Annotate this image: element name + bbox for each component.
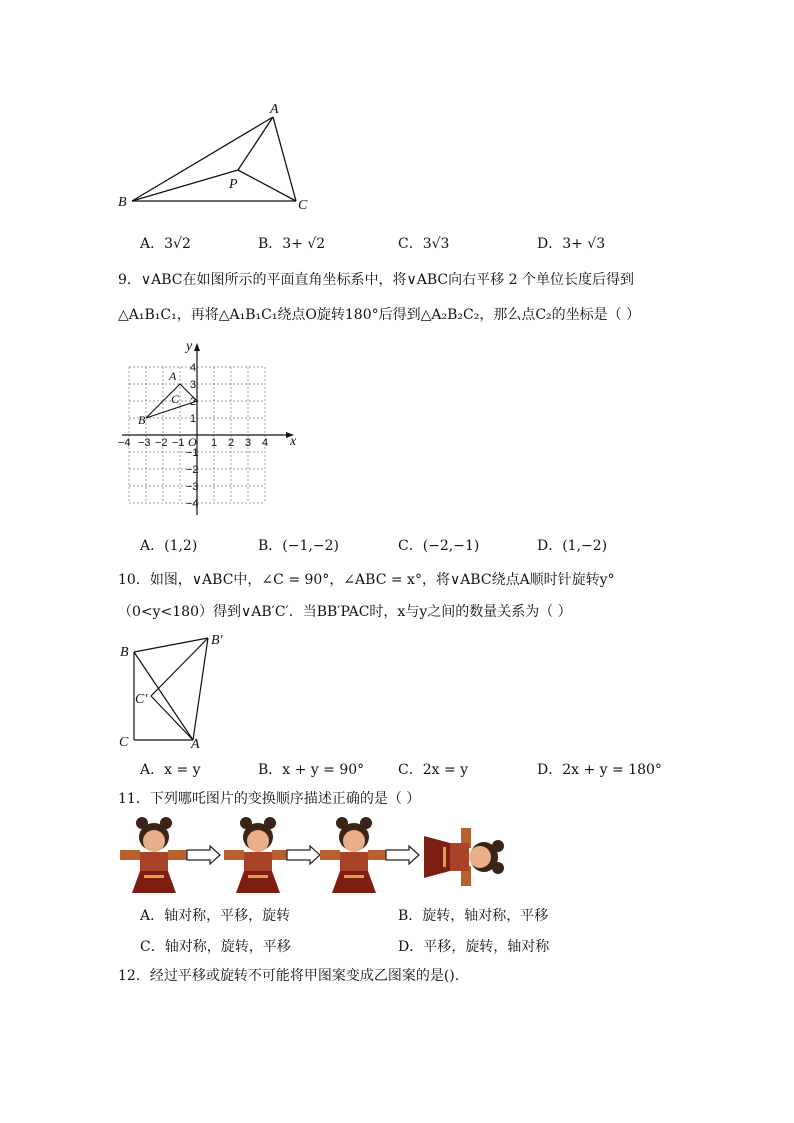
q9-option-a[interactable]: A．(1,2) [140,538,198,554]
q9-text-line1: 9．∨ABC在如图所示的平面直角坐标系中，将∨ABC向右平移 2 个单位长度后得到 [118,272,634,288]
x-tick: −3 [138,437,151,449]
y-tick: −1 [186,447,199,459]
nezha-figure-3 [320,815,388,893]
q12-text-line1: 12．经过平移或旋转不可能将甲图案变成乙图案的是(). [118,968,460,984]
x-tick: 2 [228,437,235,449]
y-tick: 4 [190,362,197,374]
x-tick: 3 [245,437,252,449]
point-label-c: C [171,392,180,406]
q9-option-b[interactable]: B．(−1,−2) [258,538,339,554]
y-tick: −3 [186,481,199,493]
y-axis-label: y [186,339,193,354]
nezha-figure-1 [120,815,188,893]
point-label-p: P [229,177,238,192]
q11-option-b[interactable]: B．旋转，轴对称，平移 [398,908,549,924]
point-label-c: C [298,198,308,213]
q10-option-a[interactable]: A．x = y [140,762,201,778]
point-label-a: A [270,102,279,117]
y-tick: −2 [186,464,199,476]
q11-option-d[interactable]: D．平移，旋转，轴对称 [398,939,550,955]
x-tick: 1 [211,437,218,449]
q11-text-line1: 11．下列哪吒图片的变换顺序描述正确的是（ ） [118,791,421,807]
point-label-c: C [119,735,129,750]
q8-option-b[interactable]: B．3+ √2 [258,236,326,252]
y-tick: 2 [190,396,197,408]
point-label-c-prime: C′ [135,692,148,707]
q8-option-a[interactable]: A．3√2 [140,236,191,252]
point-label-b: B [118,195,127,210]
point-label-a: A [169,369,177,383]
q10-text-line1: 10．如图，∨ABC中，∠C = 90°，∠ABC = x°，将∨ABC绕点A顺时针旋转y° [118,572,615,588]
point-label-b: B [120,645,129,660]
arrow-icon [385,846,421,864]
arrow-icon [186,846,222,864]
origin-label: O [188,435,197,449]
q9-option-d[interactable]: D．(1,−2) [537,538,608,554]
q10-option-d[interactable]: D．2x + y = 180° [537,762,662,778]
y-tick: 3 [190,379,197,391]
q8-option-d[interactable]: D．3+ √3 [537,236,606,252]
q9-text-line2: △A₁B₁C₁，再将△A₁B₁C₁绕点O旋转180°后得到△A₂B₂C₂，那么点C₂的坐标是（ ） [118,307,641,323]
x-tick: −2 [155,437,168,449]
coordinate-grid-figure [118,340,308,520]
arrow-icon [286,846,322,864]
nezha-figure-2 [224,815,292,893]
q10-text-line2: （0<y<180）得到∨AB′C′．当BB′PAC时，x与y之间的数量关系为（ ） [118,604,572,620]
x-tick: 4 [262,437,269,449]
x-axis-label: x [290,434,297,449]
x-tick: −4 [118,437,131,449]
point-label-b-prime: B′ [211,633,223,648]
q10-option-b[interactable]: B．x + y = 90° [258,762,365,778]
point-label-b: B [138,413,146,427]
q8-option-c[interactable]: C．3√3 [398,236,450,252]
y-tick: −4 [186,498,199,510]
nezha-figure-rotated [424,828,506,886]
q10-option-c[interactable]: C．2x = y [398,762,469,778]
point-label-a: A [191,737,200,752]
x-tick: −1 [172,437,185,449]
q11-option-a[interactable]: A．轴对称，平移，旋转 [140,908,291,924]
q9-option-c[interactable]: C．(−2,−1) [398,538,480,554]
rotation-triangle-figure [115,628,235,753]
triangle-apc-figure [110,95,330,220]
y-tick: 1 [190,413,197,425]
q11-option-c[interactable]: C．轴对称，旋转，平移 [140,939,291,955]
